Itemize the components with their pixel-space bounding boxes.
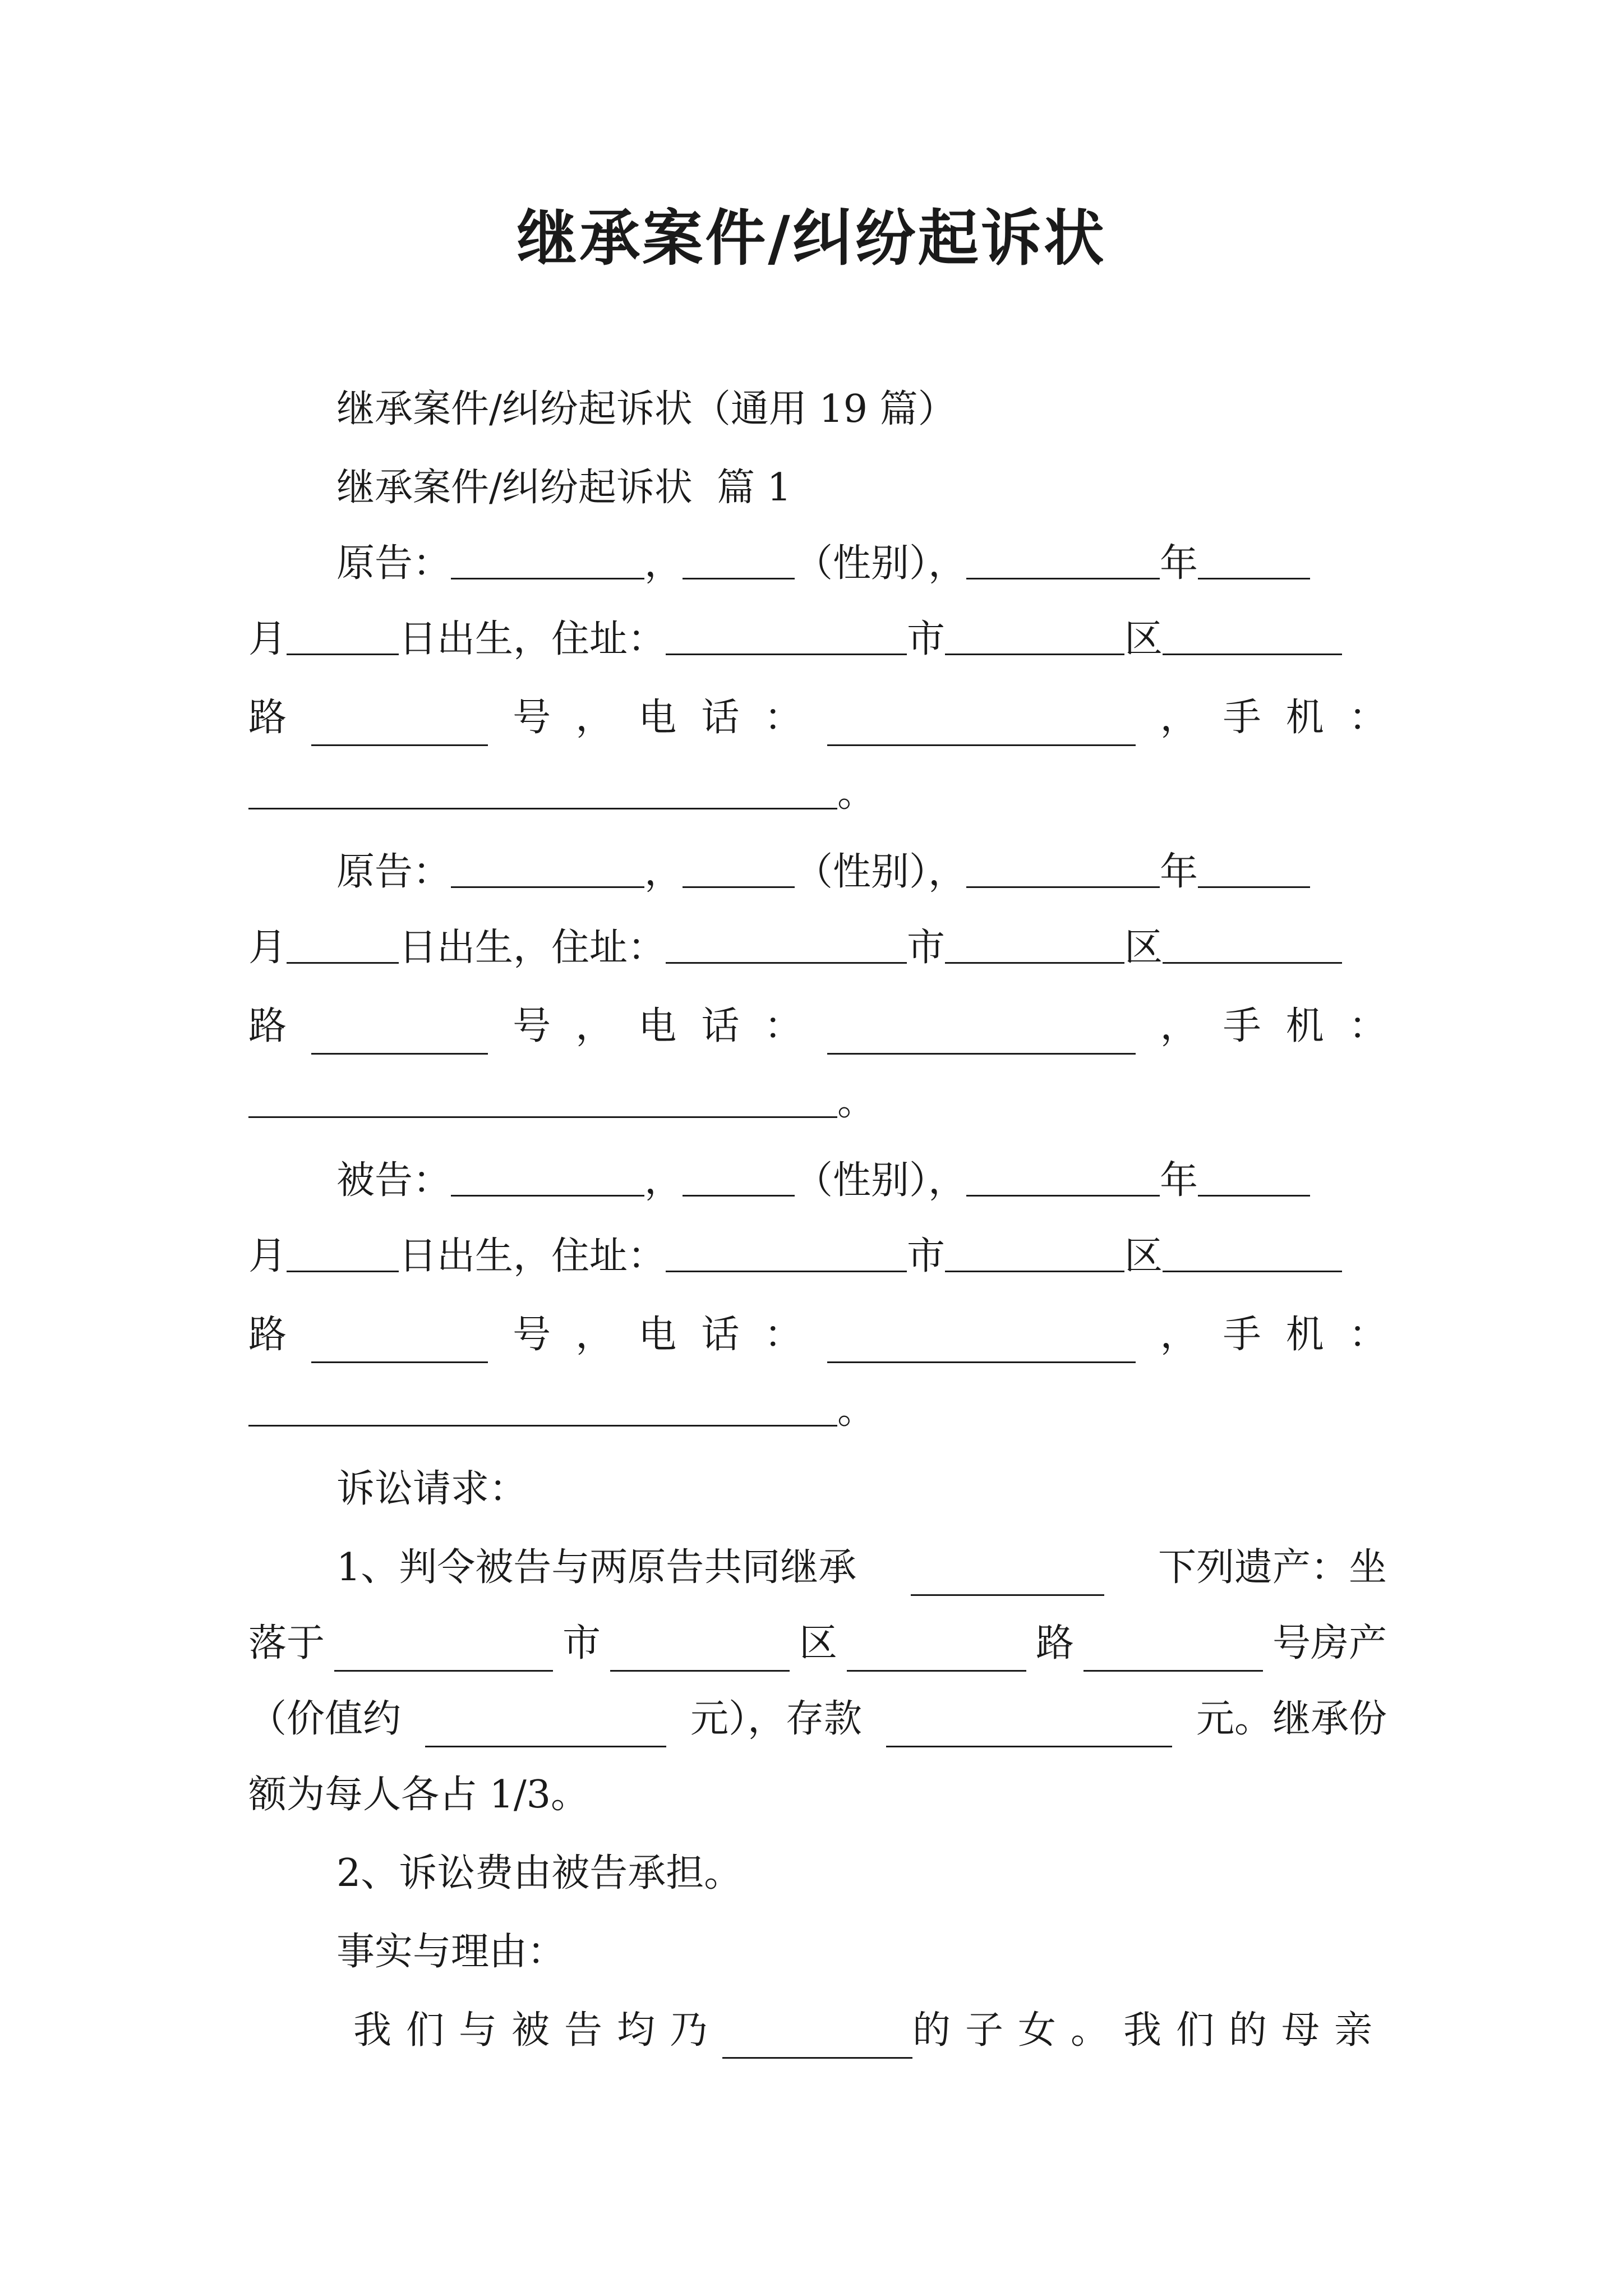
party-line-2: 月 日出生，住址： 市 区 bbox=[248, 920, 1342, 976]
claim1-line-2: 落于 市 区 路 号房产 bbox=[248, 1616, 1387, 1672]
district-blank bbox=[945, 923, 1124, 964]
document-title: 继承案件/纠纷起诉状 bbox=[517, 203, 1106, 274]
party-line-3: 路 号 ， 电 话 ： ， 手 机 ： bbox=[248, 1307, 1387, 1363]
party-role: 被告： bbox=[336, 1158, 451, 1203]
party-line-4: 。 bbox=[248, 1074, 875, 1130]
day-blank bbox=[287, 923, 399, 964]
mobile-blank bbox=[248, 1077, 837, 1118]
property-district-blank bbox=[610, 1631, 790, 1672]
claim1-line-3: （价值约 元），存款 元。继承份 bbox=[248, 1691, 1387, 1747]
subtitle-general: 继承案件/纠纷起诉状（通用 19 篇） bbox=[336, 387, 956, 431]
party-line-3: 路 号 ， 电 话 ： ， 手 机 ： bbox=[248, 690, 1387, 746]
property-city-blank bbox=[334, 1631, 553, 1672]
number-blank bbox=[311, 1322, 488, 1363]
month-blank bbox=[1198, 847, 1310, 888]
property-road-blank bbox=[847, 1631, 1026, 1672]
road-blank bbox=[1163, 1231, 1342, 1272]
name-blank bbox=[451, 1156, 644, 1197]
gender-blank bbox=[683, 1156, 795, 1197]
claim2: 2、诉讼费由被告承担。 bbox=[336, 1851, 743, 1895]
number-blank bbox=[311, 705, 488, 746]
party-line-1: 原告： ， （性别）， 年 bbox=[336, 844, 1310, 900]
year-blank bbox=[966, 847, 1160, 888]
party-line-1: 被告： ， （性别）， 年 bbox=[336, 1153, 1310, 1209]
name-blank bbox=[451, 847, 644, 888]
city-blank bbox=[666, 1231, 907, 1272]
claims-heading: 诉讼请求： bbox=[336, 1467, 528, 1511]
property-number-blank bbox=[1083, 1631, 1263, 1672]
claim1-line-4: 额为每人各占 1/3。 bbox=[248, 1773, 589, 1817]
deposit-blank bbox=[886, 1706, 1172, 1747]
facts-heading: 事实与理由： bbox=[336, 1930, 566, 1974]
party-role: 原告： bbox=[336, 541, 451, 586]
name-blank bbox=[451, 539, 644, 579]
month-blank bbox=[1198, 539, 1310, 579]
party-line-3: 路 号 ， 电 话 ： ， 手 机 ： bbox=[248, 999, 1387, 1055]
claim1-line-1: 1、判令被告与两原告共同继承 下列遗产：坐 bbox=[336, 1540, 1387, 1596]
gender-blank bbox=[683, 539, 795, 579]
subtitle-part: 继承案件/纠纷起诉状 篇 1 bbox=[336, 466, 792, 510]
mobile-blank bbox=[248, 769, 837, 809]
party-line-2: 月 日出生，住址： 市 区 bbox=[248, 611, 1342, 668]
parent-blank bbox=[722, 2018, 912, 2059]
month-blank bbox=[1198, 1156, 1310, 1197]
phone-blank bbox=[827, 1014, 1136, 1055]
party-line-1: 原告： ， （性别）， 年 bbox=[336, 536, 1310, 592]
number-blank bbox=[311, 1014, 488, 1055]
mobile-blank bbox=[248, 1386, 837, 1427]
district-blank bbox=[945, 1231, 1124, 1272]
year-blank bbox=[966, 539, 1160, 579]
party-role: 原告： bbox=[336, 850, 451, 894]
day-blank bbox=[287, 1231, 399, 1272]
party-line-4: 。 bbox=[248, 1383, 875, 1439]
city-blank bbox=[666, 923, 907, 964]
day-blank bbox=[287, 614, 399, 655]
property-value-blank bbox=[425, 1706, 666, 1747]
party-line-2: 月 日出生，住址： 市 区 bbox=[248, 1228, 1342, 1285]
year-blank bbox=[966, 1156, 1160, 1197]
road-blank bbox=[1163, 923, 1342, 964]
phone-blank bbox=[827, 705, 1136, 746]
road-blank bbox=[1163, 614, 1342, 655]
party-line-4: 。 bbox=[248, 766, 875, 822]
gender-blank bbox=[683, 847, 795, 888]
decedent-blank bbox=[911, 1555, 1104, 1596]
phone-blank bbox=[827, 1322, 1136, 1363]
city-blank bbox=[666, 614, 907, 655]
district-blank bbox=[945, 614, 1124, 655]
facts-line-1: 我们与被告均乃 的子女。我们的母亲 bbox=[353, 2003, 1387, 2059]
